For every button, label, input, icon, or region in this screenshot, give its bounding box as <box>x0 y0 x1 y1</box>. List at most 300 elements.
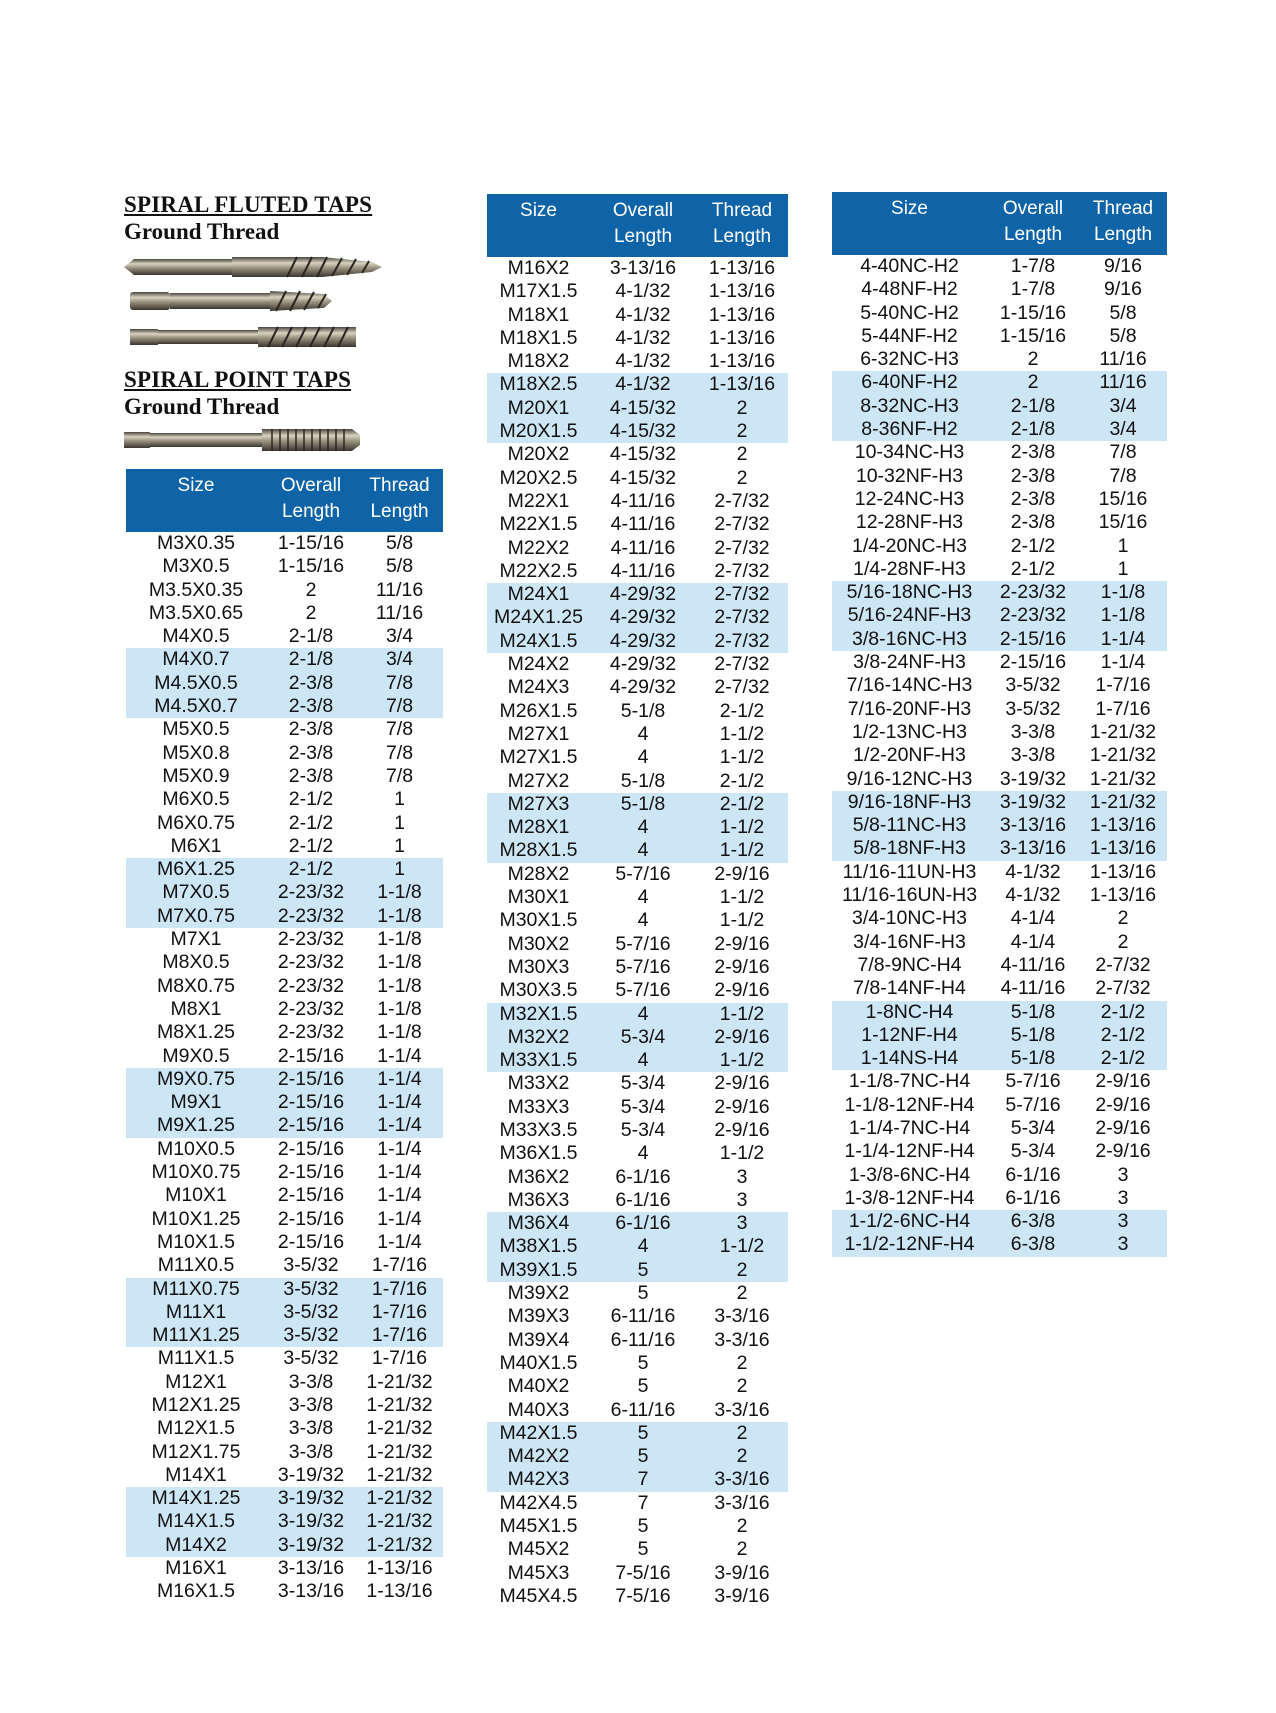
thread-length-cell: 1 <box>1117 557 1129 580</box>
size-cell: M5X0.9 <box>162 764 230 787</box>
thread-length-cell: 1-7/16 <box>356 1278 443 1301</box>
size-cell: M12X1.5 <box>156 1417 236 1440</box>
overall-length-cell: 5-1/8 <box>987 1001 1079 1024</box>
table-row <box>126 1184 443 1207</box>
table-row <box>126 835 443 858</box>
overall-length-cell: 3-19/32 <box>999 767 1067 790</box>
size-cell: M27X1.5 <box>499 746 578 769</box>
overall-length-cell: 2-15/16 <box>987 628 1079 651</box>
overall-length-cell: 4 <box>590 839 696 862</box>
overall-length-cell: 4 <box>590 1049 696 1072</box>
overall-length-cell: 5-1/8 <box>590 793 696 816</box>
thread-length-cell: 1-7/16 <box>1095 697 1151 720</box>
overall-length-cell: 3-13/16 <box>277 1580 345 1603</box>
table-row <box>126 742 443 765</box>
thread-length-cell: 1-1/2 <box>696 1003 788 1026</box>
table-row <box>487 1585 788 1608</box>
table-row <box>832 535 1167 558</box>
size-cell: 9/16-18NF-H3 <box>832 791 987 814</box>
thread-length-cell: 1-1/8 <box>377 1021 422 1044</box>
size-cell: 5/8-11NC-H3 <box>832 814 987 837</box>
size-cell: M10X1.25 <box>151 1207 241 1230</box>
overall-length-cell: 1-15/16 <box>999 324 1067 347</box>
thread-length-cell: 11/16 <box>375 601 424 624</box>
size-cell: M11X0.5 <box>157 1254 235 1277</box>
size-cell: M26X1.5 <box>499 699 578 722</box>
size-cell: M22X1 <box>507 489 570 512</box>
thread-length-cell: 1-13/16 <box>708 350 776 373</box>
overall-length-cell: 2-15/16 <box>277 1207 345 1230</box>
size-cell: 1-8NC-H4 <box>832 1001 987 1024</box>
thread-length-cell: 1-1/8 <box>377 928 422 951</box>
overall-length-cell: 4-11/16 <box>1000 977 1066 1000</box>
table-row <box>487 1515 788 1538</box>
overall-length-cell: 4-1/32 <box>615 303 671 326</box>
thread-length-cell: 2 <box>736 1515 748 1538</box>
overall-length-cell: 3-5/32 <box>266 1324 356 1347</box>
thread-length-cell: 2-7/32 <box>714 559 770 582</box>
table-row <box>126 625 443 648</box>
table-row <box>126 905 443 928</box>
thread-length-cell: 2-7/32 <box>714 513 770 536</box>
size-cell: 7/16-20NF-H3 <box>847 697 972 720</box>
table-row <box>126 975 443 998</box>
size-cell: 1/2-13NC-H3 <box>852 720 967 743</box>
size-cell: M18X2.5 <box>487 373 590 396</box>
table-row <box>487 1212 788 1235</box>
size-cell: M39X3 <box>507 1305 570 1328</box>
thread-length-cell: 1-1/2 <box>696 839 788 862</box>
table-row <box>832 558 1167 581</box>
thread-length-cell: 15/16 <box>1098 487 1148 510</box>
size-cell: 3/4-10NC-H3 <box>852 907 967 930</box>
overall-length-cell: 5 <box>637 1351 649 1374</box>
size-cell: M36X3 <box>507 1188 570 1211</box>
table-row <box>487 327 788 350</box>
thread-length-cell: 2-7/32 <box>696 583 788 606</box>
table-row <box>832 1164 1167 1187</box>
size-cell: M12X1.75 <box>151 1440 241 1463</box>
size-cell: M3X0.5 <box>162 555 230 578</box>
size-cell: M14X1.25 <box>126 1487 266 1510</box>
thread-length-cell: 2-9/16 <box>714 955 770 978</box>
table-row <box>126 532 443 555</box>
overall-length-cell: 5-3/4 <box>590 1026 696 1049</box>
size-cell: M12X1 <box>165 1370 227 1393</box>
table-row <box>126 881 443 904</box>
size-cell: M28X2 <box>507 862 570 885</box>
thread-length-cell: 2 <box>736 1538 748 1561</box>
thread-length-cell: 1-21/32 <box>1079 791 1167 814</box>
overall-length-cell: 5 <box>637 1375 649 1398</box>
size-cell: M17X1.5 <box>499 280 578 303</box>
size-cell: M30X1 <box>507 886 570 909</box>
thread-length-cell: 1-21/32 <box>366 1417 433 1440</box>
thread-length-cell: 7/8 <box>385 718 414 741</box>
table-row <box>487 1049 788 1072</box>
thread-length-cell: 2-9/16 <box>714 862 770 885</box>
thread-length-cell: 2 <box>1117 930 1129 953</box>
table-row <box>126 1231 443 1254</box>
thread-length-cell: 3-9/16 <box>714 1561 770 1584</box>
overall-length-cell: 5-3/4 <box>1010 1116 1056 1139</box>
overall-length-cell: 4-1/4 <box>1010 930 1056 953</box>
table-row <box>487 1003 788 1026</box>
thread-length-cell: 1-1/2 <box>719 722 765 745</box>
thread-length-cell: 2-1/2 <box>1079 1001 1167 1024</box>
size-cell: M11X1 <box>126 1301 266 1324</box>
size-cell: M28X1.5 <box>487 839 590 862</box>
thread-length-cell: 1-1/2 <box>719 1142 765 1165</box>
table-row <box>126 555 443 578</box>
overall-length-cell: 4-1/32 <box>615 350 671 373</box>
table-row <box>832 278 1167 301</box>
table-row <box>126 1394 443 1417</box>
table-row <box>126 812 443 835</box>
table-row <box>832 418 1167 441</box>
overall-length-cell: 2 <box>305 578 317 601</box>
thread-length-cell: 1-1/8 <box>1079 581 1167 604</box>
table-row <box>126 695 443 718</box>
size-cell: 10-34NC-H3 <box>854 441 965 464</box>
thread-length-cell: 3 <box>1079 1210 1167 1233</box>
table-row <box>126 1278 443 1301</box>
size-cell: 1-3/8-12NF-H4 <box>844 1186 975 1209</box>
overall-length-cell: 1-15/16 <box>277 555 345 578</box>
table-row <box>126 718 443 741</box>
table-row <box>832 604 1167 627</box>
table-row <box>126 1557 443 1580</box>
spiral-fluted-subtitle: Ground Thread <box>124 219 280 244</box>
table-row <box>126 1208 443 1231</box>
overall-length-cell: 2-23/32 <box>277 951 345 974</box>
spiral-point-subtitle: Ground Thread <box>124 394 280 419</box>
size-cell: M33X2 <box>507 1072 570 1095</box>
overall-length-cell: 3-5/32 <box>266 1301 356 1324</box>
table-row <box>126 1580 443 1603</box>
overall-length-cell: 4 <box>637 722 649 745</box>
thread-length-cell: 2 <box>1117 907 1129 930</box>
thread-length-cell: 1-1/4 <box>1100 651 1146 674</box>
table-row <box>832 791 1167 814</box>
thread-length-cell: 1-1/2 <box>696 816 788 839</box>
table-row <box>832 1070 1167 1093</box>
thread-length-cell: 1 <box>1117 534 1129 557</box>
overall-length-cell: 2 <box>1027 348 1039 371</box>
thread-length-cell: 3-3/16 <box>714 1491 770 1514</box>
overall-length-cell: 2-1/8 <box>987 395 1079 418</box>
thread-length-cell: 2 <box>736 1351 748 1374</box>
overall-length-cell: 5 <box>637 1515 649 1538</box>
table-row <box>126 928 443 951</box>
table-row <box>487 933 788 956</box>
thread-length-cell: 3-3/16 <box>714 1305 770 1328</box>
table-row <box>832 511 1167 534</box>
spiral-point-title: SPIRAL POINT TAPS <box>124 367 352 392</box>
header-thread-length: Thread Length <box>1079 192 1167 255</box>
overall-length-cell: 5-3/4 <box>1010 1140 1056 1163</box>
size-cell: M18X1 <box>507 303 570 326</box>
thread-length-cell: 1-1/4 <box>377 1044 422 1067</box>
thread-length-cell: 2-1/2 <box>719 699 765 722</box>
table-row <box>126 788 443 811</box>
size-cell: 1/4-28NF-H3 <box>853 557 966 580</box>
thread-length-cell: 7/8 <box>356 672 443 695</box>
size-cell: M18X1.5 <box>499 326 578 349</box>
size-cell: 5-40NC-H2 <box>860 301 959 324</box>
table-row <box>487 909 788 932</box>
table-row <box>832 768 1167 791</box>
table-row <box>487 1445 788 1468</box>
size-cell: M5X0.8 <box>162 741 230 764</box>
overall-length-cell: 1-15/16 <box>277 532 345 554</box>
thread-length-cell: 1 <box>394 834 405 857</box>
overall-length-cell: 4-15/32 <box>609 443 677 466</box>
thread-length-cell: 1-21/32 <box>1089 744 1157 767</box>
overall-length-cell: 2-1/2 <box>1010 534 1056 557</box>
thread-length-cell: 1-1/2 <box>719 746 765 769</box>
size-cell: M6X1.25 <box>126 858 266 881</box>
thread-length-cell: 1-13/16 <box>1089 860 1157 883</box>
table-row <box>832 395 1167 418</box>
overall-length-cell: 2-3/8 <box>288 718 334 741</box>
table-row <box>487 280 788 303</box>
size-cell: M10X1 <box>165 1184 227 1207</box>
thread-length-cell: 1-1/4 <box>356 1091 443 1114</box>
table-row <box>487 606 788 629</box>
size-cell: M33X3 <box>507 1095 570 1118</box>
thread-length-cell: 2-7/32 <box>1095 977 1151 1000</box>
size-cell: 7/16-14NC-H3 <box>846 674 973 697</box>
overall-length-cell: 2-23/32 <box>277 928 345 951</box>
overall-length-cell: 2-1/8 <box>266 648 356 671</box>
table-row <box>487 304 788 327</box>
thread-length-cell: 2 <box>736 1375 748 1398</box>
size-cell: 6-32NC-H3 <box>860 348 959 371</box>
size-cell: M6X0.5 <box>162 788 230 811</box>
thread-length-cell: 1-21/32 <box>366 1370 433 1393</box>
size-cell: 5/16-24NF-H3 <box>832 604 987 627</box>
size-cell: M39X1.5 <box>487 1259 590 1282</box>
overall-length-cell: 4-11/16 <box>610 513 676 536</box>
table-row <box>832 977 1167 1000</box>
overall-length-cell: 2-15/16 <box>277 1044 345 1067</box>
size-cell: M22X2 <box>507 536 570 559</box>
table-row <box>832 861 1167 884</box>
overall-length-cell: 1-15/16 <box>999 301 1067 324</box>
thread-length-cell: 1 <box>356 858 443 881</box>
table-row <box>487 467 788 490</box>
thread-length-cell: 1-13/16 <box>708 257 776 279</box>
table-row <box>832 581 1167 604</box>
table-row <box>487 700 788 723</box>
overall-length-cell: 5-1/8 <box>620 769 666 792</box>
table-row <box>832 674 1167 697</box>
overall-length-cell: 5-7/16 <box>615 932 671 955</box>
size-cell: M3.5X0.65 <box>148 601 244 624</box>
table-row <box>126 1324 443 1347</box>
thread-length-cell: 2-7/32 <box>1095 953 1151 976</box>
table-row <box>487 1305 788 1328</box>
size-cell: M40X3 <box>507 1398 570 1421</box>
size-cell: 1-1/4-7NC-H4 <box>848 1116 971 1139</box>
table-row <box>832 371 1167 394</box>
overall-length-cell: 2-3/8 <box>288 741 334 764</box>
thread-length-cell: 1 <box>394 788 405 811</box>
spiral-point-heading <box>124 367 351 420</box>
size-cell: M4X0.5 <box>162 625 230 648</box>
overall-length-cell: 2-15/16 <box>277 1184 345 1207</box>
overall-length-cell: 3-5/32 <box>283 1347 339 1370</box>
table-row <box>126 1371 443 1394</box>
thread-length-cell: 1-21/32 <box>366 1440 433 1463</box>
size-cell: M24X3 <box>507 676 570 699</box>
table-row <box>487 1096 788 1119</box>
table-row <box>487 746 788 769</box>
table-row <box>832 907 1167 930</box>
thread-length-cell: 3 <box>696 1212 788 1235</box>
thread-length-cell: 9/16 <box>1104 255 1142 277</box>
thread-length-cell: 1-1/8 <box>377 974 422 997</box>
table-row <box>126 1487 443 1510</box>
thread-length-cell: 7/8 <box>1109 441 1137 464</box>
size-cell: M10X1.5 <box>156 1230 236 1253</box>
size-cell: 11/16-11UN-H3 <box>842 860 977 883</box>
size-cell: 6-40NF-H2 <box>832 371 987 394</box>
size-cell: 1-1/8-7NC-H4 <box>848 1070 971 1093</box>
table-row <box>487 560 788 583</box>
table-row <box>126 579 443 602</box>
metric-taps-table-2 <box>487 194 788 1608</box>
thread-length-cell: 1-13/16 <box>1079 814 1167 837</box>
thread-length-cell: 2-9/16 <box>714 932 770 955</box>
thread-length-cell: 7/8 <box>1109 464 1137 487</box>
size-cell: M6X1 <box>170 834 222 857</box>
overall-length-cell: 6-1/16 <box>615 1165 671 1188</box>
overall-length-cell: 4-11/16 <box>610 536 676 559</box>
spiral-point-tap-image <box>122 425 362 455</box>
overall-length-cell: 2 <box>987 371 1079 394</box>
table-row <box>487 956 788 979</box>
table-row <box>487 1072 788 1095</box>
table-row <box>832 744 1167 767</box>
overall-length-cell: 3-3/8 <box>1010 744 1056 767</box>
header-size: Size <box>126 469 266 532</box>
size-cell: 5-44NF-H2 <box>861 324 958 347</box>
overall-length-cell: 4-1/4 <box>1010 907 1056 930</box>
table-row <box>832 465 1167 488</box>
thread-length-cell: 2-9/16 <box>714 979 770 1002</box>
table-row <box>832 884 1167 907</box>
table-row <box>126 998 443 1021</box>
overall-length-cell: 3-13/16 <box>987 837 1079 860</box>
overall-length-cell: 2-15/16 <box>999 651 1067 674</box>
size-cell: 3/8-16NC-H3 <box>832 628 987 651</box>
header-thread-length: Thread Length <box>356 469 443 532</box>
size-cell: 1-1/2-6NC-H4 <box>832 1210 987 1233</box>
table-row <box>487 443 788 466</box>
size-cell: M27X2 <box>507 769 570 792</box>
size-cell: 9/16-12NC-H3 <box>846 767 973 790</box>
metric-taps-table-1 <box>126 469 443 1604</box>
spiral-fluted-tap-image-2 <box>128 288 334 314</box>
overall-length-cell: 7 <box>590 1468 696 1491</box>
size-cell: 4-48NF-H2 <box>861 278 958 301</box>
table-row <box>126 1417 443 1440</box>
table-row <box>126 1347 443 1370</box>
overall-length-cell: 4-29/32 <box>609 676 677 699</box>
table-row <box>487 1026 788 1049</box>
thread-length-cell: 1-1/4 <box>356 1114 443 1137</box>
thread-length-cell: 3 <box>1117 1163 1129 1186</box>
thread-length-cell: 3/4 <box>1079 418 1167 441</box>
table-row <box>126 1464 443 1487</box>
overall-length-cell: 2-23/32 <box>277 974 345 997</box>
header-size: Size <box>487 194 590 257</box>
table-row <box>832 931 1167 954</box>
size-cell: M11X1.25 <box>126 1324 266 1347</box>
size-cell: M27X3 <box>487 793 590 816</box>
size-cell: M24X1 <box>487 583 590 606</box>
size-cell: 1-1/8-12NF-H4 <box>844 1093 975 1116</box>
thread-length-cell: 7/8 <box>356 695 443 718</box>
table-row <box>487 513 788 536</box>
overall-length-cell: 3-5/32 <box>1005 674 1061 697</box>
thread-length-cell: 1-7/16 <box>371 1254 428 1277</box>
table-row <box>487 1235 788 1258</box>
overall-length-cell: 2-3/8 <box>288 764 334 787</box>
overall-length-cell: 2-23/32 <box>987 604 1079 627</box>
overall-length-cell: 6-1/16 <box>1005 1186 1061 1209</box>
table-row <box>487 397 788 420</box>
table-row <box>126 1045 443 1068</box>
thread-length-cell: 2-9/16 <box>714 1118 770 1141</box>
size-cell: M32X2 <box>487 1026 590 1049</box>
size-cell: 3/4-16NF-H3 <box>853 930 966 953</box>
table-row <box>832 488 1167 511</box>
table-row <box>487 537 788 560</box>
overall-length-cell: 4-11/16 <box>1000 953 1066 976</box>
size-cell: M11X0.75 <box>126 1278 266 1301</box>
overall-length-cell: 4-29/32 <box>590 630 696 653</box>
overall-length-cell: 5-1/8 <box>987 1024 1079 1047</box>
table-row <box>126 602 443 625</box>
table-row <box>832 255 1167 278</box>
table-row <box>832 1094 1167 1117</box>
overall-length-cell: 4 <box>590 1235 696 1258</box>
size-cell: M24X1.5 <box>487 630 590 653</box>
table-row <box>487 1119 788 1142</box>
thread-length-cell: 1-21/32 <box>1089 767 1157 790</box>
size-cell: 1-12NF-H4 <box>832 1024 987 1047</box>
thread-length-cell: 1-21/32 <box>356 1487 443 1510</box>
table-row <box>126 765 443 788</box>
size-cell: 5/8-18NF-H3 <box>832 837 987 860</box>
thread-length-cell: 11/16 <box>1079 371 1167 394</box>
table-row <box>487 420 788 443</box>
size-cell: M30X2 <box>507 932 570 955</box>
size-cell: M32X1.5 <box>487 1003 590 1026</box>
overall-length-cell: 4 <box>590 816 696 839</box>
table-row <box>487 723 788 746</box>
thread-length-cell: 15/16 <box>1098 511 1148 534</box>
overall-length-cell: 5 <box>590 1445 696 1468</box>
overall-length-cell: 2-1/2 <box>288 788 334 811</box>
size-cell: M8X0.5 <box>162 951 230 974</box>
overall-length-cell: 5-3/4 <box>620 1072 666 1095</box>
overall-length-cell: 4 <box>590 1003 696 1026</box>
thread-length-cell: 3 <box>736 1188 748 1211</box>
